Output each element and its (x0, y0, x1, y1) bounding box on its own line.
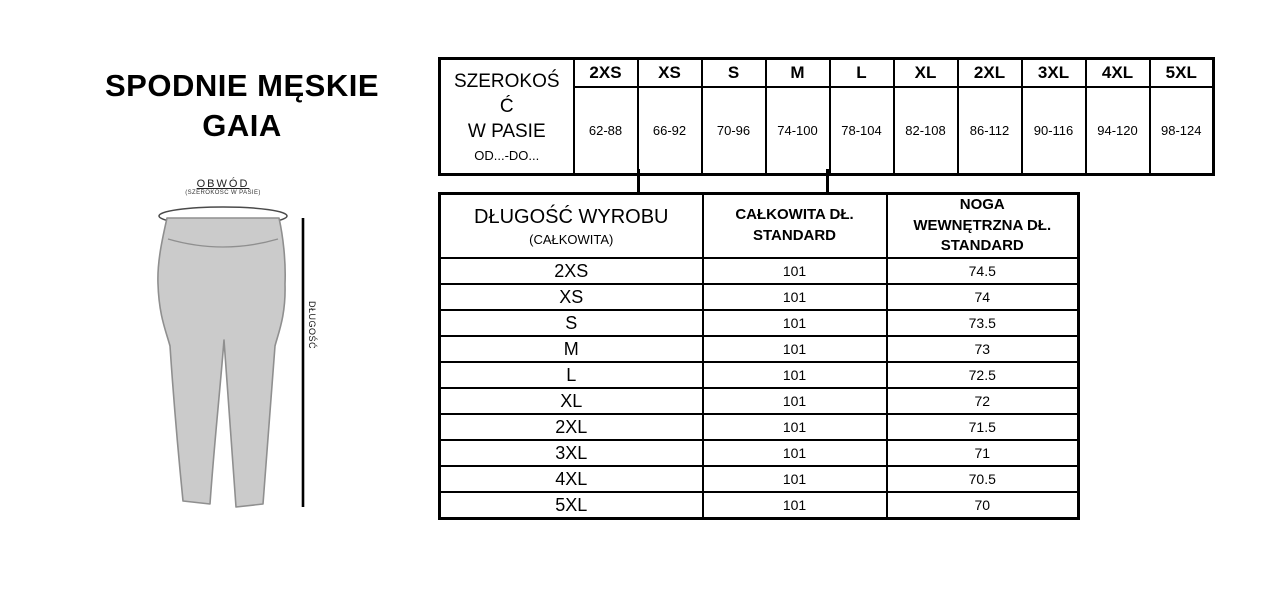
row-total-length-cell: 101 (703, 310, 887, 336)
row-inner-leg-cell: 73.5 (887, 310, 1079, 336)
pants-diagram (140, 176, 330, 526)
table-row (440, 492, 1079, 519)
row-size-cell: XS (440, 284, 703, 310)
length-label: DŁUGOŚĆ (307, 301, 317, 350)
row-total-length-cell: 101 (703, 466, 887, 492)
row-total-length-cell: 101 (703, 388, 887, 414)
table-row (440, 336, 1079, 362)
width-title-line: W PASIE (467, 121, 546, 143)
row-inner-leg-cell: 71.5 (887, 414, 1079, 440)
inner-leg-header-line: STANDARD (940, 237, 1024, 255)
waist-range-cell: 66-92 (638, 87, 702, 175)
row-size-cell: 5XL (440, 492, 703, 519)
pants-illustration (140, 176, 330, 521)
page-title (62, 66, 422, 146)
row-total-length-cell: 101 (703, 362, 887, 388)
waist-range-cell: 94-120 (1086, 87, 1150, 175)
waist-label-text: OBWÓD (196, 178, 250, 190)
total-length-header-cell (703, 194, 887, 259)
row-inner-leg-cell: 70.5 (887, 466, 1079, 492)
row-size-cell: XL (440, 388, 703, 414)
length-title-sub: (CAŁKOWITA) (529, 231, 614, 247)
size-column-header: S (702, 59, 766, 88)
length-title-main: DŁUGOŚĆ WYROBU (474, 205, 669, 228)
row-total-length-cell: 101 (703, 492, 887, 519)
length-table (438, 192, 1080, 520)
page-title-line1: SPODNIE MĘSKIE (105, 68, 379, 103)
total-length-header-line: STANDARD (752, 227, 837, 245)
row-size-cell: S (440, 310, 703, 336)
waist-range-cell: 62-88 (574, 87, 638, 175)
length-header-row (440, 194, 1079, 259)
waist-range-cell: 78-104 (830, 87, 894, 175)
row-size-cell: 2XS (440, 258, 703, 284)
row-inner-leg-cell: 71 (887, 440, 1079, 466)
table-row (440, 284, 1079, 310)
width-table-title-cell (440, 59, 574, 175)
total-length-header-line: CAŁKOWITA DŁ. (735, 206, 854, 224)
page-title-line2: GAIA (202, 108, 282, 143)
row-inner-leg-cell: 73 (887, 336, 1079, 362)
table-row (440, 388, 1079, 414)
size-column-header: XS (638, 59, 702, 88)
table-row (440, 440, 1079, 466)
size-column-header: L (830, 59, 894, 88)
width-title-line: SZEROKOŚ (453, 71, 560, 93)
row-size-cell: L (440, 362, 703, 388)
row-total-length-cell: 101 (703, 258, 887, 284)
table-row (440, 466, 1079, 492)
size-column-header: 2XS (574, 59, 638, 88)
row-size-cell: 3XL (440, 440, 703, 466)
size-header-row (440, 59, 1214, 88)
waist-width-table (438, 57, 1215, 176)
size-column-header: XL (894, 59, 958, 88)
size-column-header: M (766, 59, 830, 88)
waist-range-cell: 98-124 (1150, 87, 1214, 175)
width-title-line: Ć (499, 96, 514, 118)
size-column-header: 5XL (1150, 59, 1214, 88)
waist-range-cell: 70-96 (702, 87, 766, 175)
size-column-header: 2XL (958, 59, 1022, 88)
row-total-length-cell: 101 (703, 440, 887, 466)
table-row (440, 362, 1079, 388)
waist-sublabel-text: (SZEROKOŚĆ W PASIE) (185, 190, 261, 197)
size-column-header: 3XL (1022, 59, 1086, 88)
row-inner-leg-cell: 72 (887, 388, 1079, 414)
pants-outline (158, 218, 285, 507)
inner-leg-header-cell (887, 194, 1079, 259)
length-title-cell (440, 194, 703, 259)
waist-range-cell: 74-100 (766, 87, 830, 175)
row-size-cell: M (440, 336, 703, 362)
waist-range-cell: 86-112 (958, 87, 1022, 175)
row-total-length-cell: 101 (703, 284, 887, 310)
row-inner-leg-cell: 70 (887, 492, 1079, 519)
waist-range-cell: 82-108 (894, 87, 958, 175)
row-inner-leg-cell: 74 (887, 284, 1079, 310)
row-total-length-cell: 101 (703, 414, 887, 440)
row-total-length-cell: 101 (703, 336, 887, 362)
row-size-cell: 2XL (440, 414, 703, 440)
width-title-range-note: OD...-DO... (474, 147, 540, 163)
row-inner-leg-cell: 74.5 (887, 258, 1079, 284)
inner-leg-header-line: WEWNĘTRZNA DŁ. (913, 216, 1052, 234)
inner-leg-header-line: NOGA (959, 196, 1005, 213)
size-column-header: 4XL (1086, 59, 1150, 88)
table-row (440, 310, 1079, 336)
row-inner-leg-cell: 72.5 (887, 362, 1079, 388)
row-size-cell: 4XL (440, 466, 703, 492)
waist-range-cell: 90-116 (1022, 87, 1086, 175)
table-row (440, 258, 1079, 284)
table-row (440, 414, 1079, 440)
